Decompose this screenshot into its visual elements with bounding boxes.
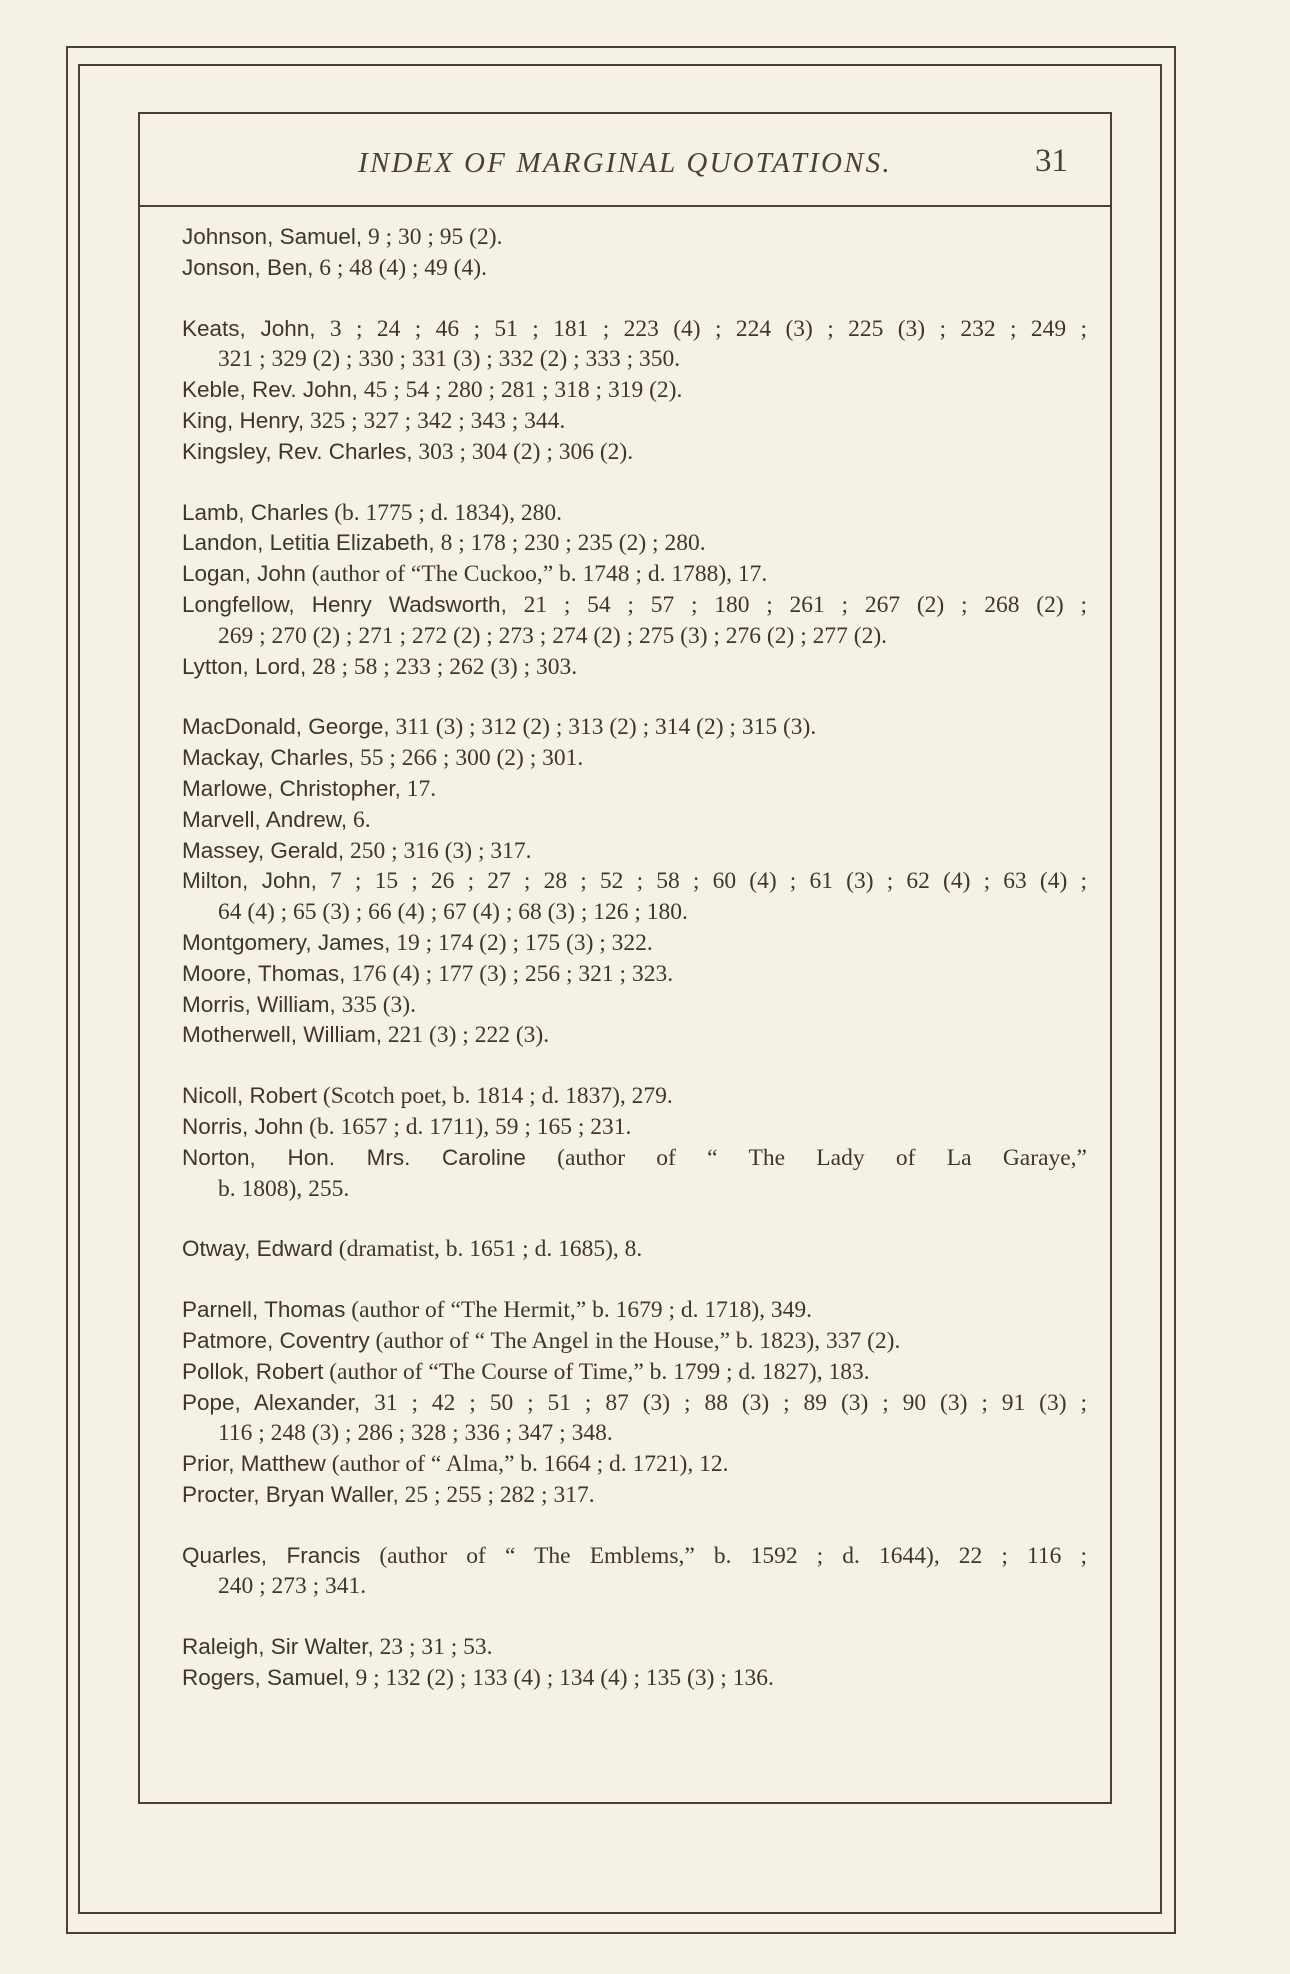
entry-name: Montgomery, James,	[182, 929, 391, 955]
index-entry	[182, 314, 1087, 376]
page-title: INDEX OF MARGINAL QUOTATIONS.	[358, 147, 892, 179]
entry-refs: 311 (3) ; 312 (2) ; 313 (2) ; 314 (2) ; 315 (3).	[395, 714, 817, 741]
entry-refs: 25 ; 255 ; 282 ; 317.	[404, 1481, 595, 1508]
index-entry	[182, 1541, 1087, 1603]
index-entry	[182, 1295, 1087, 1326]
entry-refs: 221 (3) ; 222 (3).	[387, 1022, 550, 1049]
header-rule	[140, 205, 1110, 207]
entry-refs: 23 ; 31 ; 53.	[379, 1634, 493, 1661]
entry-refs: 17.	[406, 775, 437, 802]
index-entry	[182, 1081, 1087, 1112]
entry-refs: 325 ; 327 ; 342 ; 343 ; 344.	[310, 407, 566, 434]
entry-name: Keats, John,	[182, 315, 316, 341]
entry-name: Norris, John	[182, 1113, 304, 1139]
index-group-o	[182, 1234, 1087, 1265]
index-entry	[182, 1388, 1087, 1450]
entry-name: Mackay, Charles,	[182, 745, 355, 771]
entry-name: Parnell, Thomas	[182, 1297, 346, 1323]
entry-refs: 28 ; 58 ; 233 ; 262 (3) ; 303.	[312, 653, 578, 680]
index-list	[182, 222, 1087, 1724]
index-entry	[182, 805, 1087, 836]
index-group-p	[182, 1295, 1087, 1511]
entry-name: Pollok, Robert	[182, 1358, 324, 1384]
entry-name: Moore, Thomas,	[182, 960, 346, 986]
entry-refs: 9 ; 132 (2) ; 133 (4) ; 134 (4) ; 135 (3) ; 136.	[355, 1665, 774, 1692]
entry-line-1	[182, 314, 1087, 345]
index-entry	[182, 1326, 1087, 1357]
index-entry	[182, 590, 1087, 652]
entry-line-1	[182, 1541, 1087, 1572]
entry-name: Johnson, Samuel,	[182, 224, 363, 249]
index-entry	[182, 253, 1087, 284]
index-entry	[182, 836, 1087, 867]
entry-refs: 303 ; 304 (2) ; 306 (2).	[418, 438, 634, 465]
entry-refs: 45 ; 54 ; 280 ; 281 ; 318 ; 319 (2).	[363, 377, 683, 404]
index-entry	[182, 1112, 1087, 1143]
entry-refs-continued: 321 ; 329 (2) ; 330 ; 331 (3) ; 332 (2) ; 333 ; 350.	[218, 346, 681, 373]
entry-refs: 6 ; 48 (4) ; 49 (4).	[319, 254, 487, 281]
index-entry	[182, 1663, 1087, 1694]
index-entry	[182, 990, 1087, 1021]
entry-refs: (b. 1775 ; d. 1834), 280.	[334, 499, 563, 526]
entry-refs: 19 ; 174 (2) ; 175 (3) ; 322.	[396, 929, 653, 956]
index-group-n	[182, 1081, 1087, 1204]
entry-refs: 9 ; 30 ; 95 (2).	[368, 224, 503, 250]
entry-name: Nicoll, Robert	[182, 1083, 318, 1109]
index-entry	[182, 559, 1087, 590]
entry-refs: 250 ; 316 (3) ; 317.	[350, 837, 532, 864]
entry-name: Prior, Matthew	[182, 1451, 326, 1477]
entry-refs: (author of “ The Lady of La Garaye,”	[557, 1144, 1087, 1171]
index-entry	[182, 406, 1087, 437]
entry-name: Motherwell, William,	[182, 1022, 383, 1048]
entry-name: Kingsley, Rev. Charles,	[182, 438, 413, 464]
entry-name: Landon, Letitia Elizabeth,	[182, 530, 435, 556]
entry-name: King, Henry,	[182, 407, 305, 433]
index-group-k	[182, 314, 1087, 468]
entry-name: MacDonald, George,	[182, 714, 390, 740]
index-group-j	[182, 222, 1087, 284]
entry-refs: 31 ; 42 ; 50 ; 51 ; 87 (3) ; 88 (3) ; 89 (3) ; 90 (3) ; 91 (3) ;	[374, 1389, 1087, 1416]
index-entry	[182, 498, 1087, 529]
entry-name: Marvell, Andrew,	[182, 806, 348, 832]
index-group-q	[182, 1541, 1087, 1603]
index-entry	[182, 1632, 1087, 1663]
entry-line-1	[182, 1388, 1087, 1419]
entry-refs: (author of “ The Angel in the House,” b. 1823), 337 (2).	[375, 1327, 901, 1354]
entry-name: Patmore, Coventry	[182, 1327, 370, 1353]
entry-name: Lytton, Lord,	[182, 653, 307, 679]
entry-refs-continued: 240 ; 273 ; 341.	[218, 1573, 367, 1600]
entry-refs: (author of “ The Emblems,” b. 1592 ; d. 1644), 22 ; 116 ;	[379, 1542, 1087, 1569]
index-group-r	[182, 1632, 1087, 1694]
entry-line-1	[182, 866, 1087, 897]
entry-name: Milton, John,	[182, 868, 317, 894]
index-entry	[182, 1449, 1087, 1480]
index-entry	[182, 1357, 1087, 1388]
entry-name: Pope, Alexander,	[182, 1389, 361, 1415]
entry-name: Norton, Hon. Mrs. Caroline	[182, 1144, 526, 1170]
entry-name: Logan, John	[182, 561, 306, 587]
index-entry	[182, 652, 1087, 683]
entry-name: Morris, William,	[182, 991, 336, 1017]
entry-refs-continued: 64 (4) ; 65 (3) ; 66 (4) ; 67 (4) ; 68 (3) ; 126 ; 180.	[218, 899, 688, 926]
entry-name: Lamb, Charles	[182, 499, 329, 525]
index-group-l	[182, 498, 1087, 683]
index-entry	[182, 959, 1087, 990]
entry-refs: (author of “The Course of Time,” b. 1799 ; d. 1827), 183.	[329, 1358, 870, 1385]
entry-name: Marlowe, Christopher,	[182, 775, 401, 801]
entry-name: Procter, Bryan Waller,	[182, 1481, 399, 1507]
index-group-m	[182, 712, 1087, 1051]
entry-name: Keble, Rev. John,	[182, 377, 358, 403]
index-entry	[182, 928, 1087, 959]
entry-name: Rogers, Samuel,	[182, 1665, 350, 1691]
entry-refs: (author of “ Alma,” b. 1664 ; d. 1721), 12.	[331, 1451, 729, 1478]
index-entry	[182, 774, 1087, 805]
entry-line-1	[182, 590, 1087, 621]
entry-refs: 21 ; 54 ; 57 ; 180 ; 261 ; 267 (2) ; 268 (2) ;	[523, 591, 1087, 618]
entry-refs: 3 ; 24 ; 46 ; 51 ; 181 ; 223 (4) ; 224 (3) ; 225 (3) ; 232 ; 249 ;	[329, 315, 1087, 342]
entry-refs-continued: 269 ; 270 (2) ; 271 ; 272 (2) ; 273 ; 274 (2) ; 275 (3) ; 276 (2) ; 277 (2).	[218, 622, 888, 649]
entry-refs: (b. 1657 ; d. 1711), 59 ; 165 ; 231.	[309, 1113, 632, 1140]
entry-refs: 8 ; 178 ; 230 ; 235 (2) ; 280.	[440, 530, 706, 557]
index-entry	[182, 866, 1087, 928]
index-entry	[182, 1480, 1087, 1511]
index-entry	[182, 222, 1087, 253]
entry-refs: (author of “The Hermit,” b. 1679 ; d. 1718), 349.	[351, 1297, 813, 1324]
entry-refs: 335 (3).	[341, 991, 417, 1018]
index-entry	[182, 1020, 1087, 1051]
index-entry	[182, 743, 1087, 774]
entry-refs: (author of “The Cuckoo,” b. 1748 ; d. 1788), 17.	[311, 561, 768, 588]
entry-name: Massey, Gerald,	[182, 837, 345, 863]
entry-refs: 55 ; 266 ; 300 (2) ; 301.	[360, 745, 584, 772]
index-entry	[182, 528, 1087, 559]
index-entry	[182, 1143, 1087, 1205]
entry-refs: 7 ; 15 ; 26 ; 27 ; 28 ; 52 ; 58 ; 60 (4) ; 61 (3) ; 62 (4) ; 63 (4) ;	[330, 868, 1087, 895]
entry-refs: (Scotch poet, b. 1814 ; d. 1837), 279.	[322, 1083, 673, 1110]
entry-name: Longfellow, Henry Wadsworth,	[182, 591, 507, 617]
entry-refs: (dramatist, b. 1651 ; d. 1685), 8.	[338, 1236, 643, 1263]
index-entry	[182, 375, 1087, 406]
entry-name: Jonson, Ben,	[182, 254, 314, 280]
index-entry	[182, 712, 1087, 743]
entry-refs: 6.	[352, 806, 371, 833]
page-number: 31	[1035, 143, 1068, 179]
entry-refs: 176 (4) ; 177 (3) ; 256 ; 321 ; 323.	[351, 960, 674, 987]
entry-refs-continued: 116 ; 248 (3) ; 286 ; 328 ; 336 ; 347 ; 348.	[218, 1420, 613, 1447]
entry-line-1	[182, 1143, 1087, 1174]
entry-name: Quarles, Francis	[182, 1542, 361, 1568]
entry-name: Raleigh, Sir Walter,	[182, 1634, 374, 1660]
index-entry	[182, 1234, 1087, 1265]
entry-refs-continued: b. 1808), 255.	[218, 1175, 350, 1202]
index-entry	[182, 437, 1087, 468]
running-head	[140, 143, 1110, 183]
entry-name: Otway, Edward	[182, 1236, 333, 1262]
